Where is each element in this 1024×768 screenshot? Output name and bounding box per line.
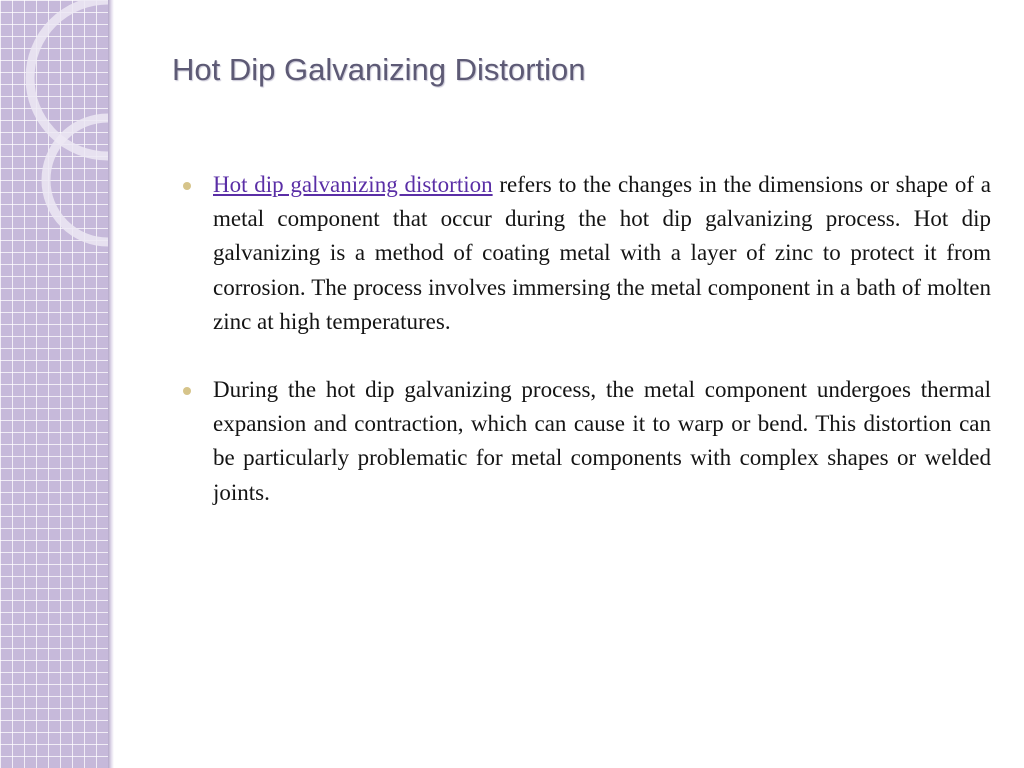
slide-body xyxy=(183,168,991,544)
decorative-rings xyxy=(0,0,108,300)
term-link[interactable]: Hot dip galvanizing distortion xyxy=(213,172,493,197)
sidebar-edge xyxy=(108,0,114,768)
bullet-text: refers to the changes in the dimensions or shape of a metal component that occur during the hot dip galvanizing process. Hot dip galvanizing is a method of coating metal with a layer of zinc to protect it from corrosion. The process involves immersing the metal component in a bath of molten zinc at high temperatures. xyxy=(213,172,991,334)
bullet-item xyxy=(183,373,991,510)
bullet-dot-icon xyxy=(183,182,191,190)
bullet-item xyxy=(183,168,991,339)
slide-title: Hot Dip Galvanizing Distortion xyxy=(172,52,586,87)
bullet-text: During the hot dip galvanizing process, the metal component undergoes thermal expansion and contraction, which can cause it to warp or bend. This distortion can be particularly problematic for metal components with complex shapes or welded joints. xyxy=(213,377,991,505)
bullet-dot-icon xyxy=(183,387,191,395)
sidebar-grid-panel xyxy=(0,0,108,768)
